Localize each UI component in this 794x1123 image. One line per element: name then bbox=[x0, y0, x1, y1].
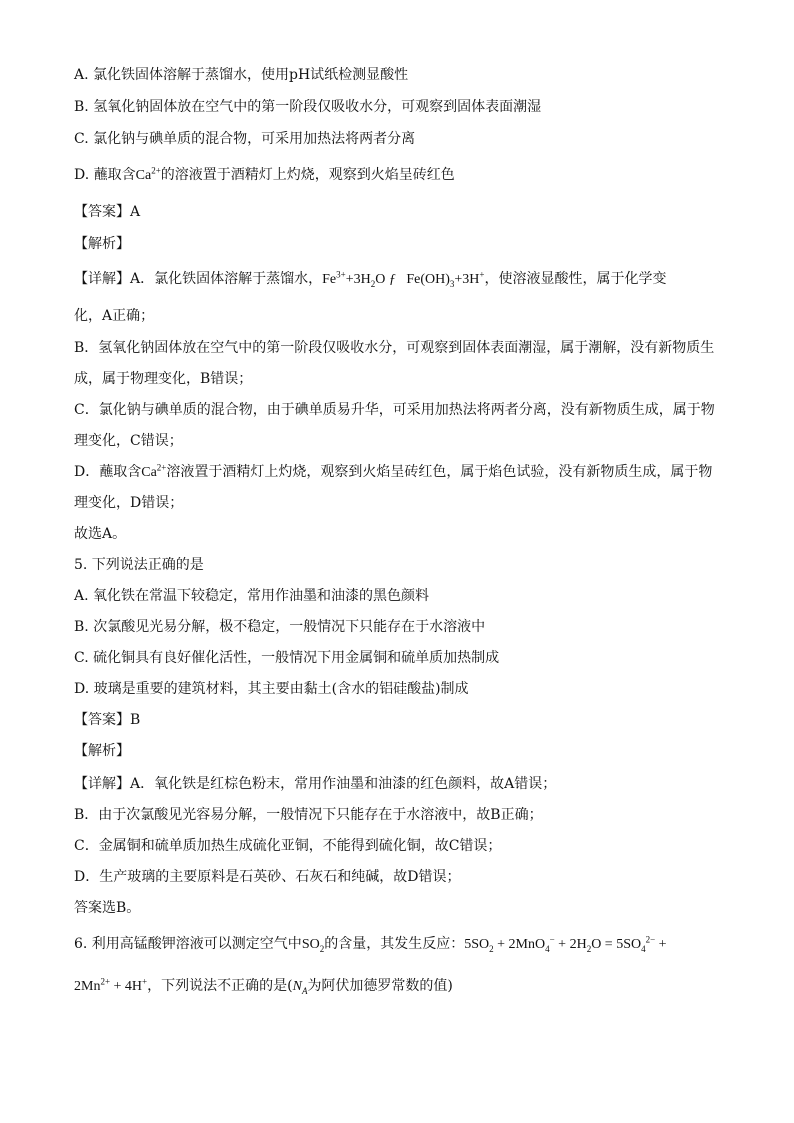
q4-detail-d-line1 bbox=[74, 463, 712, 482]
answer-value: A bbox=[130, 204, 141, 220]
q4-option-d bbox=[74, 166, 455, 185]
answer-value: B bbox=[130, 712, 141, 728]
q6-reaction-equation: $5SO_2 + 2MnO_4^- + 2H_2O = 5SO_4^{2-}$ + bbox=[464, 934, 667, 954]
q4-detail-c-line1: C．氯化钠与碘单质的混合物，由于碘单质易升华，可采用加热法将两者分离，没有新物质生成，属于物 bbox=[74, 402, 715, 418]
q5-option-a: A. 氧化铁在常温下较稳定，常用作油墨和油漆的黑色颜料 bbox=[74, 588, 430, 604]
detail-d-pre: D．蘸取含 bbox=[74, 464, 142, 480]
answer-label: 【答案】 bbox=[74, 712, 130, 728]
q6-question-text: ，下列说法不正确的是( bbox=[147, 978, 293, 994]
q5-detail-d: D．生产玻璃的主要原料是石英砂、石灰石和纯碱，故D错误； bbox=[74, 869, 461, 885]
q4-option-c: C. 氯化钠与碘单质的混合物，可采用加热法将两者分离 bbox=[74, 131, 416, 147]
q4-conclusion: 故选A。 bbox=[74, 526, 127, 542]
q4-option-d-post: 的溶液置于酒精灯上灼烧，观察到火焰呈砖红色 bbox=[160, 167, 455, 183]
q6-stem-line1 bbox=[74, 935, 667, 954]
detail-d-post: 溶液置于酒精灯上灼烧，观察到火焰呈砖红色，属于焰色试验，没有新物质生成，属于物 bbox=[166, 464, 713, 480]
q6-stem-line2 bbox=[74, 977, 453, 996]
q6-question-tail: 为阿伏加德罗常数的值) bbox=[307, 978, 453, 994]
q4-detail-d-line2: 理变化，D错误； bbox=[74, 495, 184, 511]
q5-detail-c: C．金属铜和硫单质加热生成硫化亚铜，不能得到硫化铜，故C错误； bbox=[74, 838, 502, 854]
q6-reaction-products: $2Mn^{2+} + 4H^+$ bbox=[74, 976, 148, 994]
q5-conclusion: 答案选B。 bbox=[74, 900, 141, 916]
q4-detail-a-cont: 化，A正确； bbox=[74, 308, 155, 324]
q5-detail-b: B．由于次氯酸见光容易分解，一般情况下只能存在于水溶液中，故B正确； bbox=[74, 807, 543, 823]
q4-answer bbox=[74, 203, 140, 221]
q4-detail-b-line2: 成，属于物理变化，B错误； bbox=[74, 371, 253, 387]
hydrolysis-equation: $Fe^{3+}+3H_2O$ ƒ $Fe(OH)_3+3H^+$ bbox=[322, 269, 485, 289]
q4-option-a: A. 氯化铁固体溶解于蒸馏水，使用pH试纸检测显酸性 bbox=[74, 67, 409, 83]
q4-analysis-label: 【解析】 bbox=[74, 236, 130, 252]
q4-detail-c-line2: 理变化，C错误； bbox=[74, 433, 183, 449]
q5-option-c: C. 硫化铜具有良好催化活性，一般情况下用金属铜和硫单质加热制成 bbox=[74, 650, 500, 666]
detail-a-post: ，使溶液显酸性，属于化学变 bbox=[484, 271, 667, 287]
q5-option-d: D. 玻璃是重要的建筑材料，其主要由黏土(含水的铝硅酸盐)制成 bbox=[74, 681, 469, 697]
q4-detail-b-line1: B．氢氧化钠固体放在空气中的第一阶段仅吸收水分，可观察到固体表面潮湿，属于潮解，没有新物质生 bbox=[74, 340, 715, 356]
q4-option-b: B. 氢氧化钠固体放在空气中的第一阶段仅吸收水分，可观察到固体表面潮湿 bbox=[74, 99, 542, 115]
q4-option-d-ion: $Ca^{2+}$ bbox=[135, 165, 161, 183]
answer-label: 【答案】 bbox=[74, 204, 130, 220]
q6-mid: 的含量，其发生反应： bbox=[324, 936, 465, 952]
q4-detail-a bbox=[74, 270, 666, 289]
q5-stem: 5. 下列说法正确的是 bbox=[74, 557, 204, 573]
detail-a-pre: A．氯化铁固体溶解于蒸馏水， bbox=[130, 271, 323, 287]
q6-pre: 6. 利用高锰酸钾溶液可以测定空气中 bbox=[74, 936, 302, 952]
q5-answer bbox=[74, 711, 140, 729]
avogadro-symbol: $N_A$ bbox=[292, 979, 308, 996]
detail-label: 【详解】 bbox=[74, 271, 130, 287]
q5-option-b: B. 次氯酸见光易分解，极不稳定，一般情况下只能存在于水溶液中 bbox=[74, 619, 486, 635]
q5-analysis-label: 【解析】 bbox=[74, 743, 130, 759]
q4-option-d-pre: D. 蘸取含 bbox=[74, 167, 136, 183]
so2-formula: $SO_2$ bbox=[301, 937, 325, 954]
detail-d-ion: $Ca^{2+}$ bbox=[141, 462, 167, 480]
q5-detail-a: 【详解】A．氧化铁是红棕色粉末，常用作油墨和油漆的红色颜料，故A错误； bbox=[74, 776, 557, 792]
